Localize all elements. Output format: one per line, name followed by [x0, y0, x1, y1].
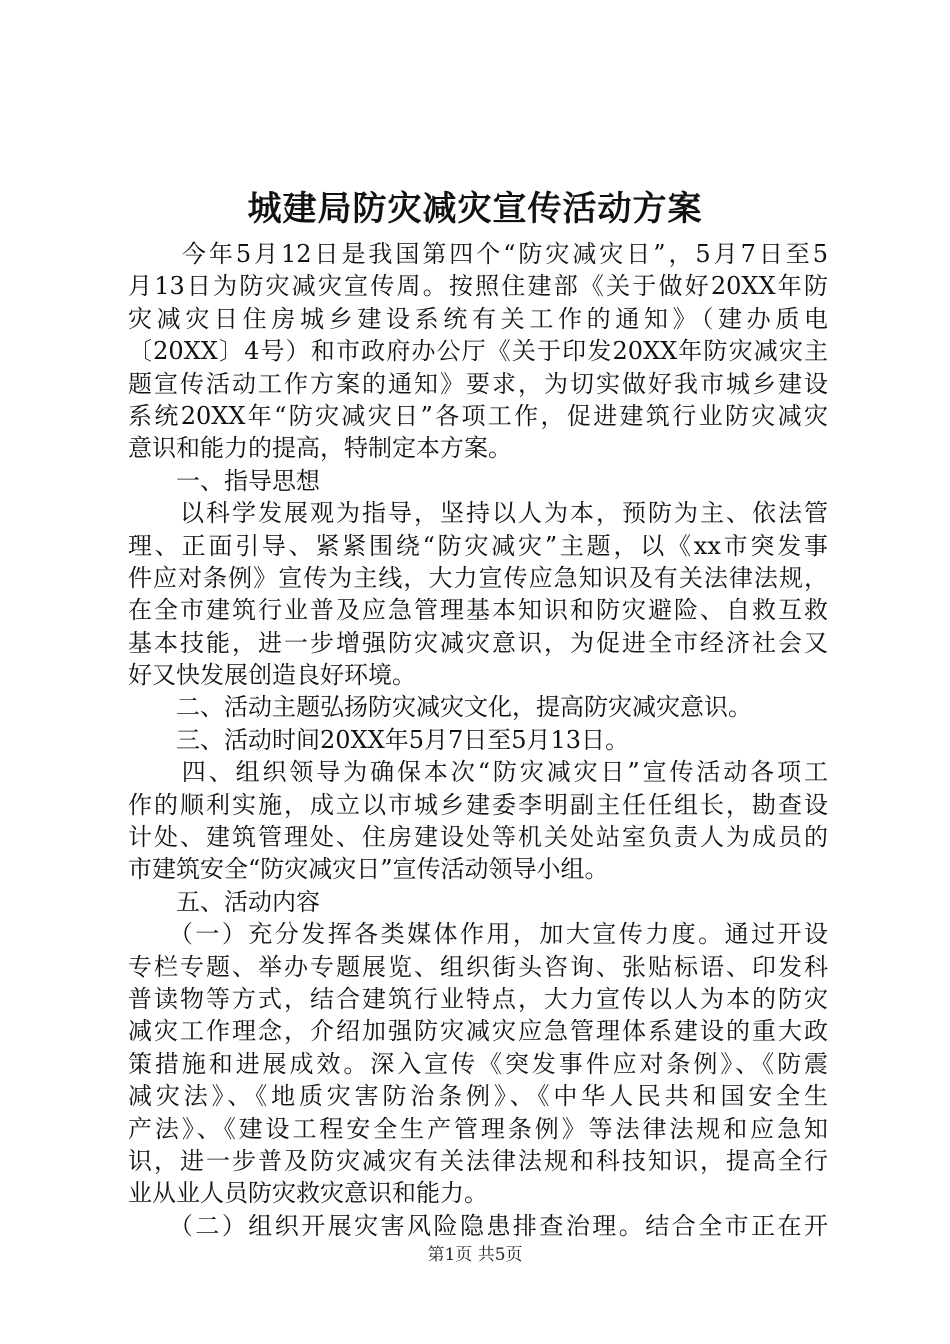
body-line: 理、正面引导、紧紧围绕“防灾减灾”主题，以《xx市突发事 [128, 531, 828, 560]
body-line: 五、活动内容 [128, 887, 320, 916]
document-body [128, 238, 828, 1242]
body-line: 意识和能力的提高，特制定本方案。 [128, 434, 512, 463]
body-line: 策措施和进展成效。深入宣传《突发事件应对条例》、《防震 [128, 1049, 828, 1078]
body-line: 以科学发展观为指导，坚持以人为本，预防为主、依法管 [128, 499, 828, 528]
body-line: 今年5月12日是我国第四个“防灾减灾日”，5月7日至5 [128, 240, 828, 268]
body-line: 灾减灾日住房城乡建设系统有关工作的通知》（建办质电 [128, 304, 828, 333]
body-line: 月13日为防灾减灾宣传周。按照住建部《关于做好20XX年防 [128, 272, 828, 301]
body-line: 产法》、《建设工程安全生产管理条例》等法律法规和应急知 [128, 1114, 828, 1143]
body-line: 件应对条例》宣传为主线，大力宣传应急知识及有关法律法规， [128, 563, 828, 592]
page-number: 第1页 共5页 [427, 1245, 523, 1265]
document-title: 城建局防灾减灾宣传活动方案 [247, 189, 703, 229]
body-line: 在全市建筑行业普及应急管理基本知识和防灾避险、自救互救 [128, 596, 828, 625]
body-line: （二）组织开展灾害风险隐患排查治理。结合全市正在开 [128, 1211, 828, 1240]
body-line: 作的顺利实施，成立以市城乡建委李明副主任任组长，勘查设 [128, 790, 828, 819]
body-line: 减灾工作理念，介绍加强防灾减灾应急管理体系建设的重大政 [128, 1017, 828, 1046]
body-line: 一、指导思想 [128, 466, 320, 495]
body-line: 识，进一步普及防灾减灾有关法律法规和科技知识，提高全行 [128, 1146, 828, 1175]
body-line: 计处、建筑管理处、住房建设处等机关处站室负责人为成员的 [128, 823, 828, 852]
body-line: 基本技能，进一步增强防灾减灾意识，为促进全市经济社会又 [128, 628, 828, 657]
body-line: 二、活动主题弘扬防灾减灾文化，提高防灾减灾意识。 [128, 693, 752, 722]
body-line: 好又快发展创造良好环境。 [128, 661, 416, 690]
body-line: 减灾法》、《地质灾害防治条例》、《中华人民共和国安全生 [128, 1082, 828, 1111]
body-line: 四、组织领导为确保本次“防灾减灾日”宣传活动各项工 [128, 758, 828, 787]
body-line: 题宣传活动工作方案的通知》要求，为切实做好我市城乡建设 [128, 369, 828, 398]
body-line: 专栏专题、举办专题展览、组织街头咨询、张贴标语、印发科 [128, 952, 828, 981]
body-line: 业从业人员防灾救灾意识和能力。 [128, 1179, 488, 1208]
body-line: 三、活动时间20XX年5月7日至5月13日。 [128, 725, 630, 754]
body-line: 市建筑安全“防灾减灾日”宣传活动领导小组。 [128, 855, 609, 884]
body-line: 〔20XX〕4号）和市政府办公厅《关于印发20XX年防灾减灾主 [128, 337, 828, 366]
body-line: 系统20XX年“防灾减灾日”各项工作，促进建筑行业防灾减灾 [128, 401, 828, 430]
body-line: （一）充分发挥各类媒体作用，加大宣传力度。通过开设 [128, 920, 828, 949]
body-line: 普读物等方式，结合建筑行业特点，大力宣传以人为本的防灾 [128, 984, 828, 1013]
